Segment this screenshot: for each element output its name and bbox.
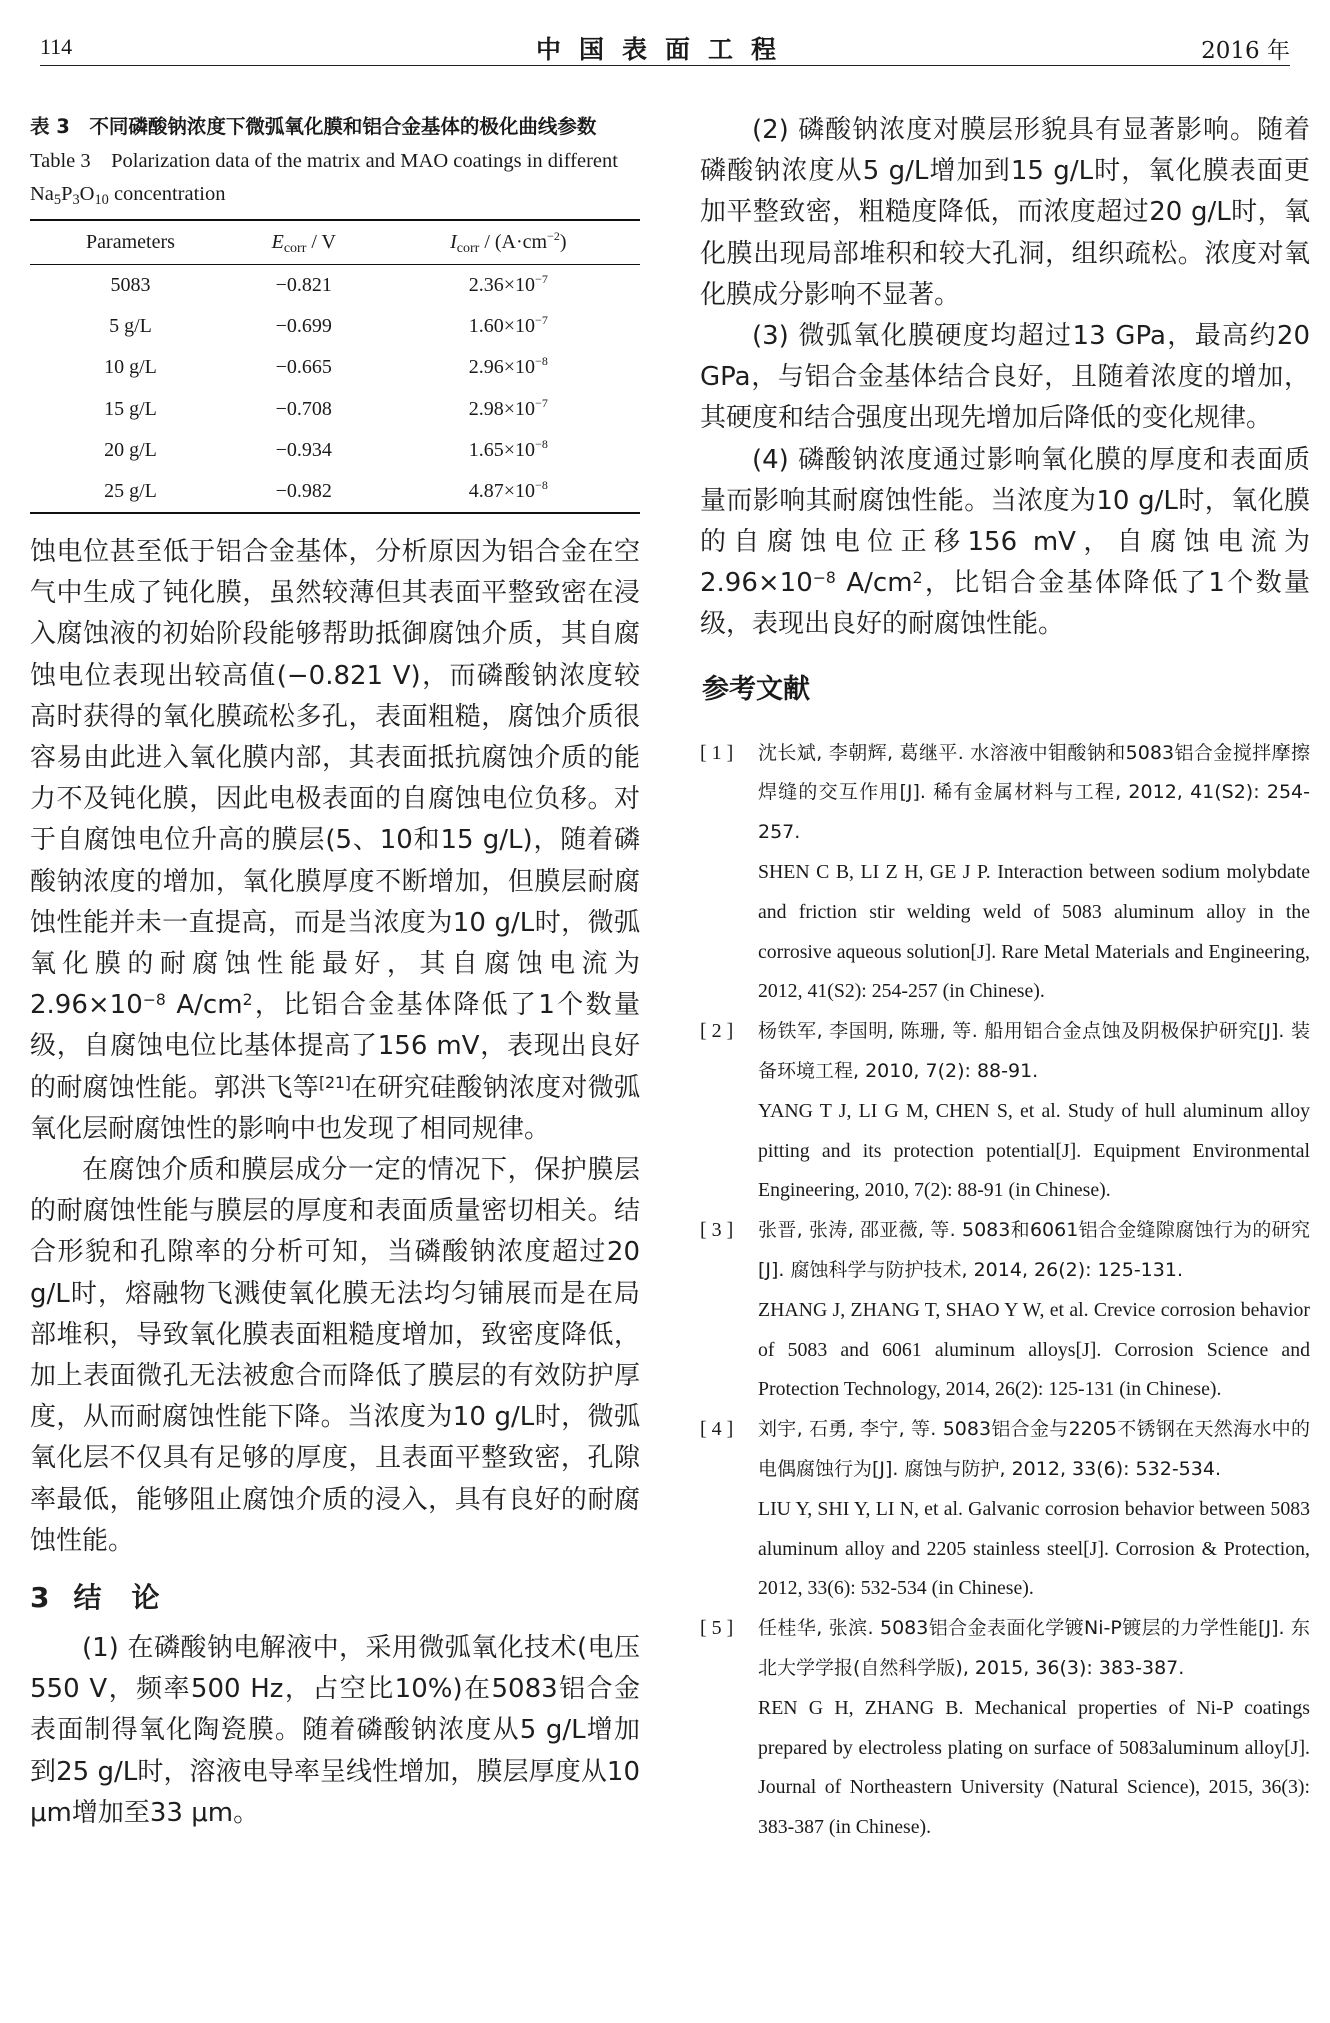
reference-number: [ 5 ] [700, 1617, 734, 1640]
cell-icorr: $2.96\times 10^{-8}$ [468, 354, 548, 379]
reference-cn: 杨铁军, 李国明, 陈珊, 等. 船用铝合金点蚀及阴极保护研究[J]. 装备环境工程, 2010, 7(2): 88-91. [758, 1020, 1310, 1083]
references-heading: 参考文献 [702, 673, 810, 705]
cell-ecorr: −0.821 [275, 273, 332, 296]
reference-en: LIU Y, SHI Y, LI N, et al. Galvanic corrosion behavior between 5083 aluminum alloy and 2205 stainless steel[J]. Corrosion & Protection, 2012, 33(6): 532-534 (in Chinese). [758, 1497, 1310, 1600]
cell-ecorr: −0.699 [275, 314, 332, 337]
paragraph-film-quality: 在腐蚀介质和膜层成分一定的情况下，保护膜层的耐腐蚀性能与膜层的厚度和表面质量密切相关。结合形貌和孔隙率的分析可知，当磷酸钠浓度超过20 g/L时，熔融物飞溅使氧化膜无法均匀铺展而是在局部堆积，导致氧化膜表面粗糙度增加，致密度降低，加上表面微孔无法被愈合而降低了膜层的有效防护厚度，从而耐腐蚀性能下降。当浓度为10 g/L时，微弧氧化层不仅具有足够的厚度，且表面平整致密，孔隙率最低，能够阻止腐蚀介质的浸入，具有良好的耐腐蚀性能。 [30, 1155, 640, 1556]
reference-en: REN G H, ZHANG B. Mechanical properties of Ni-P coatings prepared by electroless plating on surface of 5083aluminum alloy[J]. Journal of Northeastern University (Natural Science), 2015, 36(3): 383-387 (in Chinese). [758, 1696, 1310, 1839]
col-header-parameters: Parameters [30, 220, 231, 264]
cell-icorr: $4.87\times 10^{-8}$ [377, 472, 640, 514]
table-header-row [30, 220, 640, 264]
reference-list [700, 734, 1310, 1848]
reference-cn: 张晋, 张涛, 邵亚薇, 等. 5083和6061铝合金缝隙腐蚀行为的研究[J]. 腐蚀科学与防护技术, 2014, 26(2): 125-131. [758, 1219, 1310, 1281]
cell-icorr: $1.60\times 10^{-7}$ [468, 312, 548, 337]
cell-param: 5083 [110, 273, 151, 296]
cell-param: 10 g/L [104, 356, 157, 379]
cell-icorr: $2.98\times 10^{-7}$ [468, 395, 548, 420]
cell-ecorr: −0.934 [275, 439, 332, 462]
reference-item [700, 1609, 1310, 1848]
reference-number: [ 3 ] [700, 1219, 734, 1242]
cell-param: 5 g/L [109, 314, 152, 337]
table-row [30, 472, 640, 514]
cell-ecorr: −0.708 [275, 397, 332, 420]
reference-number: [ 2 ] [700, 1020, 734, 1043]
reference-number: [ 1 ] [700, 741, 734, 764]
table-row [30, 306, 640, 348]
running-header [40, 26, 1290, 66]
paragraph-conclusion-4: (4) 磷酸钠浓度通过影响氧化膜的厚度和表面质量而影响其耐腐蚀性能。当浓度为10 g/L时，氧化膜的自腐蚀电位正移156 mV，自腐蚀电流为$2.96\times 10^{-8}$ $A/cm^2$，比铝合金基体降低了1个数量级，表现出良好的耐腐蚀性能。 [700, 444, 1310, 640]
cell-icorr: $2.36\times 10^{-7}$ [468, 271, 548, 296]
cell-param: 25 g/L [30, 472, 231, 514]
paragraph-corrosion-analysis: 蚀电位甚至低于铝合金基体，分析原因为铝合金在空气中生成了钝化膜，虽然较薄但其表面平整致密在浸入腐蚀液的初始阶段能够帮助抵御腐蚀介质，其自腐蚀电位表现出较高值(−0.821 V)，而磷酸钠浓度较高时获得的氧化膜疏松多孔，表面粗糙，腐蚀介质很容易由此进入氧化膜内部，其表面抵抗腐蚀介质的能力不及钝化膜，因此电极表面的自腐蚀电位负移。对于自腐蚀电位升高的膜层(5、10和15 g/L)，随着磷酸钠浓度的增加，氧化膜厚度不断增加，但膜层耐腐蚀性能并未一直提高，而是当浓度为10 g/L时，微弧氧化膜的耐腐蚀性能最好，其自腐蚀电流为$2.96\times 10^{-8}$ $A/cm^2$，比铝合金基体降低了1个数量级，自腐蚀电位比基体提高了156 mV，表现出良好的耐腐蚀性能。郭洪飞等[21]在研究硅酸钠浓度对微弧氧化层耐腐蚀性的影响中也发现了相同规律。 [30, 537, 640, 1144]
cell-param: 15 g/L [104, 397, 157, 420]
reference-item [700, 1410, 1310, 1609]
table-row [30, 430, 640, 472]
cell-icorr: $1.65\times 10^{-8}$ [468, 437, 548, 462]
left-column [30, 110, 640, 1834]
paragraph-conclusion-2: (2) 磷酸钠浓度对膜层形貌具有显著影响。随着磷酸钠浓度从5 g/L增加到15 g/L时，氧化膜表面更加平整致密，粗糙度降低，而浓度超过20 g/L时，氧化膜出现局部堆积和较大孔洞，组织疏松。浓度对氧化膜成分影响不显著。 [700, 115, 1310, 310]
reference-item [700, 1012, 1310, 1211]
left-body-text [30, 532, 640, 1834]
table-row [30, 347, 640, 389]
cell-param: 20 g/L [104, 439, 157, 462]
reference-en: YANG T J, LI G M, CHEN S, et al. Study of hull aluminum alloy pitting and its protection potential[J]. Equipment Environmental Engineering, 2010, 7(2): 88-91 (in Chinese). [758, 1099, 1310, 1202]
paragraph-conclusion-3: (3) 微弧氧化膜硬度均超过13 GPa，最高约20 GPa，与铝合金基体结合良好，且随着浓度的增加，其硬度和结合强度出现先增加后降低的变化规律。 [700, 321, 1310, 434]
polarization-table [30, 219, 640, 514]
col-header-icorr: $I_{corr} / (A\cdot cm^{-2})$ [377, 220, 640, 264]
right-body-text [700, 110, 1310, 646]
reference-cn: 刘宇, 石勇, 李宁, 等. 5083铝合金与2205不锈钢在天然海水中的电偶腐蚀行为[J]. 腐蚀与防护, 2012, 33(6): 532-534. [758, 1418, 1310, 1480]
reference-item [700, 734, 1310, 1013]
table-caption-en: Table 3 Polarization data of the matrix and MAO coatings in different $Na_5P_3O_{10}$ concentration [30, 150, 618, 208]
right-column [700, 110, 1310, 1848]
journal-name: 中国表面工程 [535, 35, 794, 64]
section-heading-conclusion: 3 结 论 [30, 1581, 162, 1615]
page-number: 114 [40, 34, 73, 59]
cell-ecorr: −0.982 [231, 472, 377, 514]
publication-year: 2016 年 [1201, 38, 1290, 64]
reference-number: [ 4 ] [700, 1418, 734, 1441]
reference-cn: 沈长斌, 李朝辉, 葛继平. 水溶液中钼酸钠和5083铝合金搅拌摩擦焊缝的交互作用[J]. 稀有金属材料与工程, 2012, 41(S2): 254-257. [758, 741, 1310, 844]
reference-item [700, 1211, 1310, 1410]
table-row [30, 389, 640, 431]
reference-en: ZHANG J, ZHANG T, SHAO Y W, et al. Crevice corrosion behavior of 5083 and 6061 aluminum alloys[J]. Corrosion Science and Protection Technology, 2014, 26(2): 125-131 (in Chinese). [758, 1298, 1310, 1401]
table-row [30, 264, 640, 306]
reference-en: SHEN C B, LI Z H, GE J P. Interaction between sodium molybdate and friction stir welding weld of 5083 aluminum alloy in the corrosive aqueous solution[J]. Rare Metal Materials and Engineering, 2012, 41(S2): 254-257 (in Chinese). [758, 861, 1310, 1003]
col-header-ecorr: $E_{corr}$ / V [231, 220, 377, 264]
cell-ecorr: −0.665 [275, 356, 332, 379]
citation-21: [21] [318, 1073, 351, 1092]
table-caption-cn: 表 3 不同磷酸钠浓度下微弧氧化膜和铝合金基体的极化曲线参数 [30, 115, 597, 138]
paragraph-conclusion-1: (1) 在磷酸钠电解液中，采用微弧氧化技术(电压550 V，频率500 Hz，占空比10%)在5083铝合金表面制得氧化陶瓷膜。随着磷酸钠浓度从5 g/L增加到25 g/L时，溶液电导率呈线性增加，膜层厚度从10 μm增加至33 μm。 [30, 1633, 640, 1828]
reference-cn: 任桂华, 张滨. 5083铝合金表面化学镀Ni-P镀层的力学性能[J]. 东北大学学报(自然科学版), 2015, 36(3): 383-387. [758, 1617, 1310, 1679]
